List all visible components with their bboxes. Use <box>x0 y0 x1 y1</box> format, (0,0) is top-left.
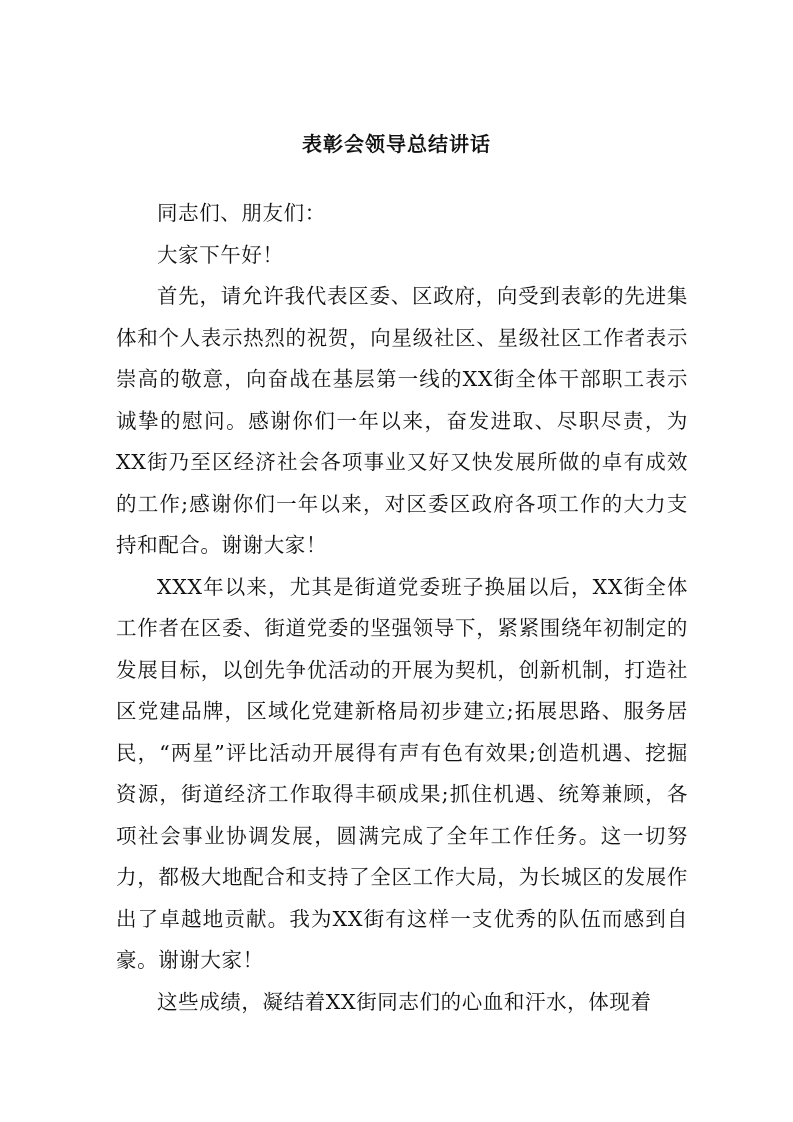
paragraph-salutation: 大家下午好！ <box>157 242 284 267</box>
paragraph-conclusion: 这些成绩，凝结着XX街同志们的心血和汗水，体现着 <box>157 989 652 1014</box>
document-body <box>116 193 688 1023</box>
document-title: 表彰会领导总结讲话 <box>302 132 491 156</box>
paragraph-greeting: 同志们、朋友们： <box>157 201 326 225</box>
paragraph-thanks: 首先，请允许我代表区委、区政府，向受到表彰的先进集体和个人表示热烈的祝贺，向星级社区、星级社区工作者表示崇高的敬意，向奋战在基层第一线的XX街全体干部职工表示诚挚的慰问。感谢你们一年以来，奋发进取、尽职尽责，为XX街乃至区经济社会各项事业又好又快发展所做的卓有成效的工作;感谢你们一年以来，对区委区政府各项工作的大力支持和配合。谢谢大家！ <box>116 284 688 557</box>
paragraph-achievements: XXX年以来，尤其是街道党委班子换届以后，XX街全体工作者在区委、街道党委的坚强领导下，紧紧围绕年初制定的发展目标，以创先争优活动的开展为契机，创新机制，打造社区党建品牌，区域化党建新格局初步建立;拓展思路、服务居民，“两星”评比活动开展得有声有色有效果;创造机遇、挖掘资源，街道经济工作取得丰硕成果;抓住机遇、统筹兼顾，各项社会事业协调发展，圆满完成了全年工作任务。这一切努力，都极大地配合和支持了全区工作大局，为长城区的发展作出了卓越地贡献。我为XX街有这样一支优秀的队伍而感到自豪。谢谢大家！ <box>116 574 688 972</box>
